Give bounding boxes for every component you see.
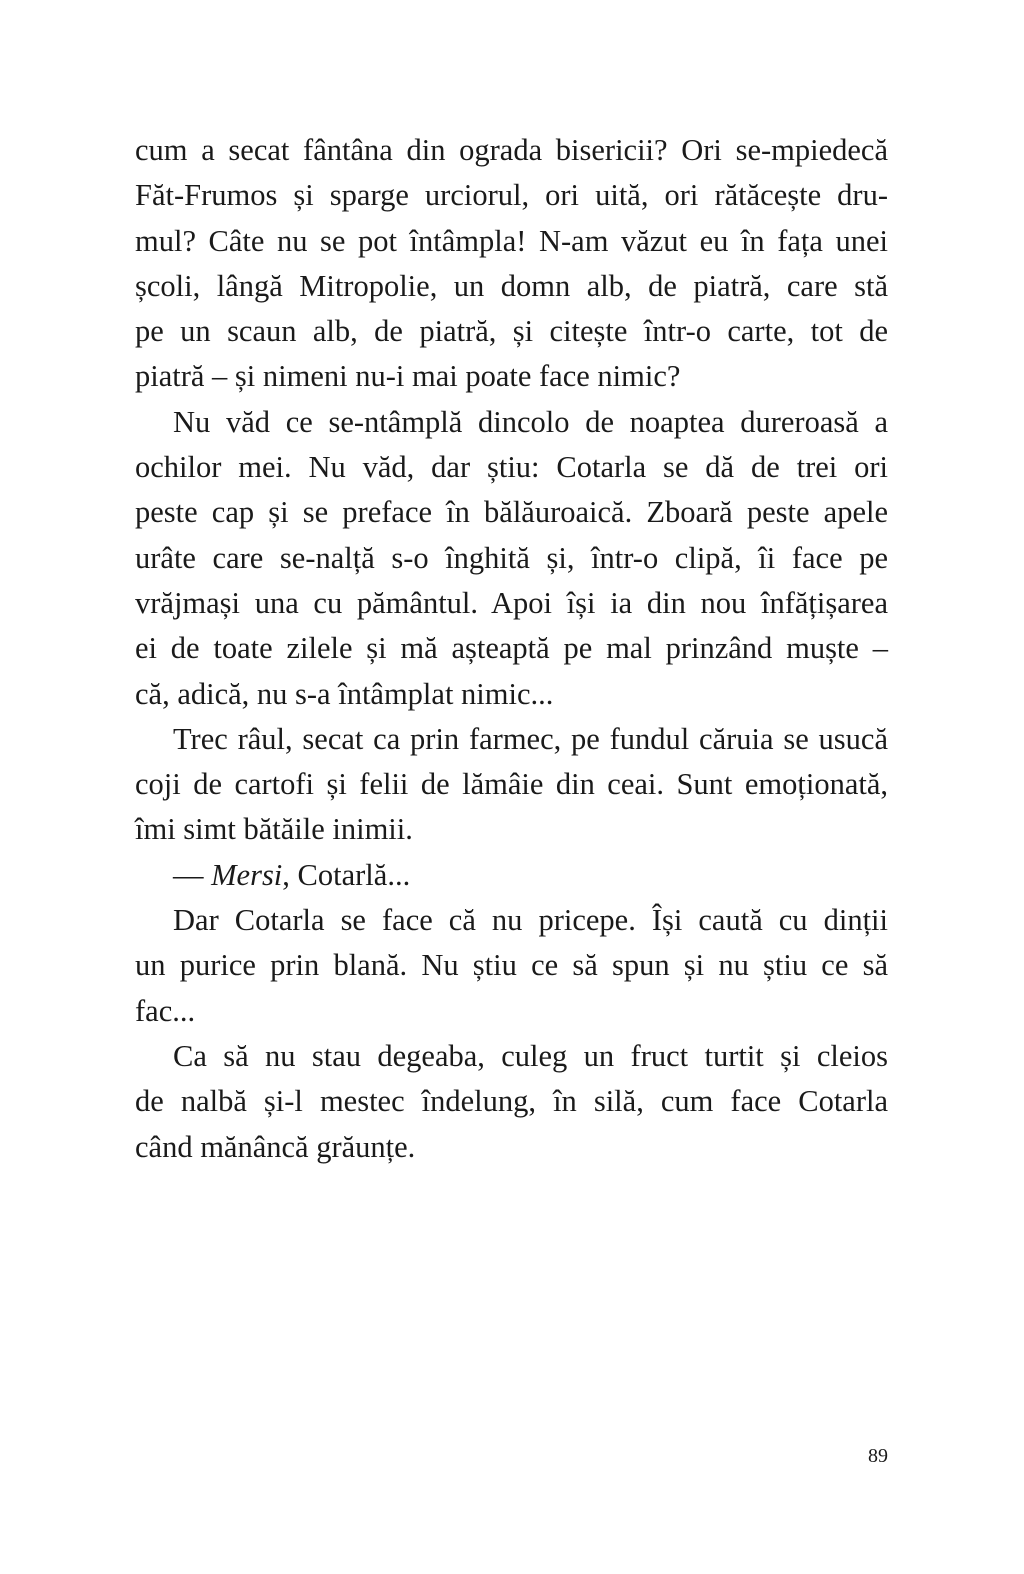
page-number: 89 [868, 1445, 888, 1467]
text-line: Ca să nu stau degeaba, culeg un fruct turtit și cleios [173, 1038, 888, 1073]
text-line: că, adică, nu s-a întâmplat nimic... [135, 676, 554, 711]
text-line: de nalbă și-l mestec îndelung, în silă, cum face Cotarla [135, 1084, 888, 1119]
text-line: Făt-Frumos și sparge urciorul, ori uită, ori rătăcește dru- [135, 178, 888, 213]
text-line: ochilor mei. Nu văd, dar știu: Cotarla se dă de trei ori [135, 450, 888, 485]
text-line: Trec râul, secat ca prin farmec, pe fundul căruia se usucă [173, 721, 888, 756]
text-line: cum a secat fântâna din ograda bisericii? Ori se-mpiedecă [135, 133, 888, 167]
text-line: vrăjmași una cu pământul. Apoi își ia din nou înfățișarea [135, 585, 888, 620]
dialogue-line [135, 853, 888, 898]
text-line: peste cap și se preface în bălăuroaică. Zboară peste apele [135, 495, 888, 530]
text-line: școli, lângă Mitropolie, un domn alb, de piatră, care stă [135, 268, 888, 303]
text-line: îmi simt bătăile inimii. [135, 812, 413, 847]
dialogue-italic-word: Mersi [211, 857, 283, 892]
text-line: când mănâncă grăunțe. [135, 1129, 416, 1164]
text-line: ei de toate zilele și mă așteaptă pe mal prinzând muște – [135, 631, 888, 666]
dialogue-rest: , Cotarlă... [282, 857, 411, 892]
text-line: urâte care se-nalță s-o înghită și, într-o clipă, îi face pe [135, 540, 888, 575]
text-line: Dar Cotarla se face că nu pricepe. Își caută cu dinții [173, 903, 888, 938]
text-line: pe un scaun alb, de piatră, și citește într-o carte, tot de [135, 314, 888, 349]
text-line: fac... [135, 993, 196, 1028]
body-text [135, 128, 888, 1170]
dialogue-dash: — [173, 857, 212, 892]
text-line: Nu văd ce se-ntâmplă dincolo de noaptea dureroasă a [173, 404, 888, 439]
text-line: un purice prin blană. Nu știu ce să spun și nu știu ce să [135, 948, 888, 983]
text-line: piatră – și nimeni nu-i mai poate face nimic? [135, 359, 681, 394]
text-line: coji de cartofi și felii de lămâie din ceai. Sunt emoționată, [135, 767, 888, 802]
text-line: mul? Câte nu se pot întâmpla! N-am văzut eu în fața unei [135, 223, 888, 258]
